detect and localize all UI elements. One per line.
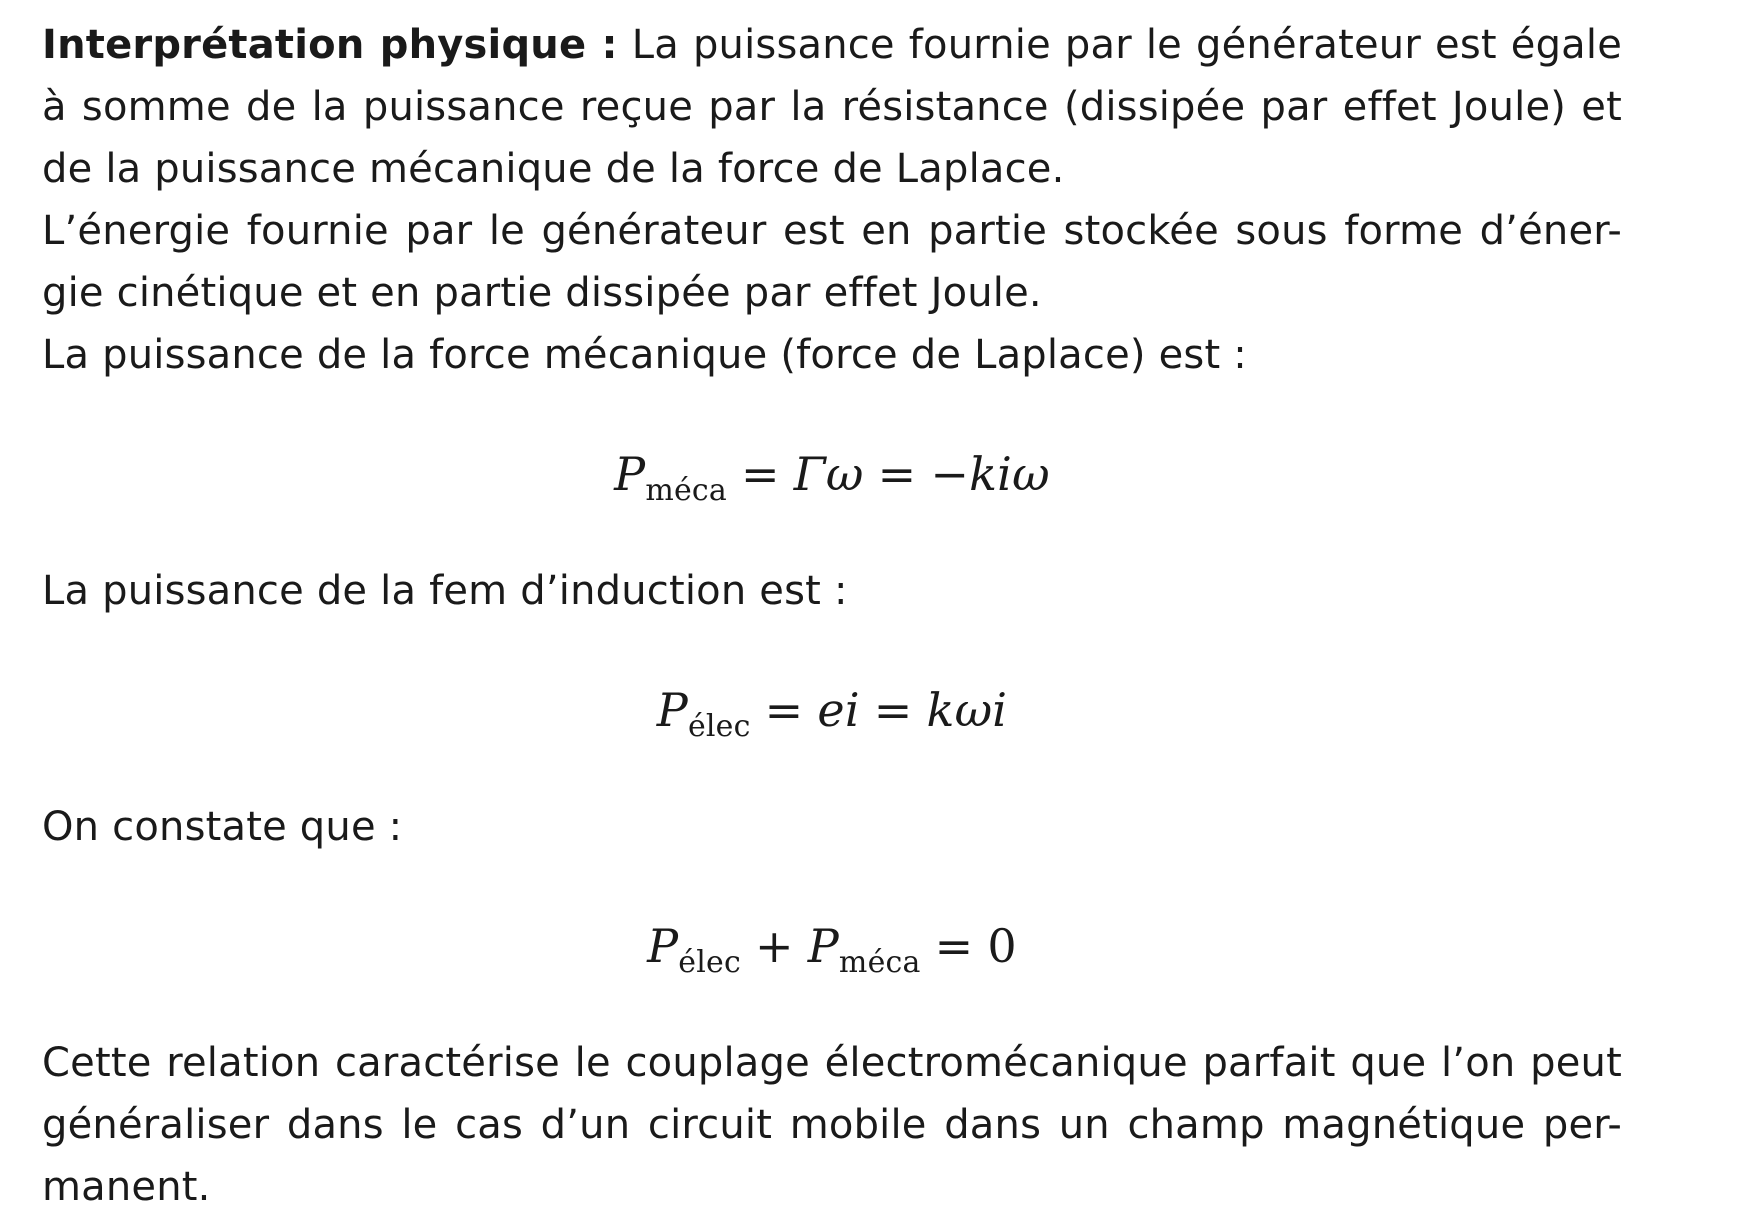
eq3-term1-subscript: élec [678, 945, 742, 980]
paragraph-conclusion-line-3: manent. [42, 1164, 211, 1210]
eq1-lhs-subscript: méca [645, 473, 728, 508]
paragraph-conclusion-line-1: Cette relation caractérise le couplage électromécanique parfait que l’on peut [42, 1040, 1622, 1086]
document-page [42, 14, 1622, 1218]
paragraph-interpretation-line-1 [42, 14, 1622, 76]
paragraph-interpretation-line-2: à somme de la puissance reçue par la résistance (dissipée par effet Joule) et [42, 84, 1622, 130]
eq2-lhs-symbol: P [656, 683, 688, 737]
interpretation-text: La puissance fournie par le générateur est égale [617, 22, 1622, 68]
eq2-middle: ei [817, 683, 860, 737]
eq1-equals-1: = [741, 447, 780, 501]
eq1-rhs: −kiω [930, 447, 1050, 501]
eq2-equals-2: = [873, 683, 913, 737]
paragraph-energy-line-1: L’énergie fournie par le générateur est en partie stockée sous forme d’éner- [42, 208, 1622, 254]
paragraph-observation: On constate que : [42, 804, 403, 850]
eq2-equals-1: = [764, 683, 804, 737]
paragraph-energy-line-2: gie cinétique et en partie dissipée par effet Joule. [42, 270, 1042, 316]
eq1-equals-2: = [877, 447, 917, 501]
equation-electrical-power [42, 652, 1622, 768]
eq2-lhs-subscript: élec [687, 709, 751, 744]
paragraph-conclusion-line-2: généraliser dans le cas d’un circuit mobile dans un champ magnétique per- [42, 1102, 1622, 1148]
paragraph-induction-power: La puissance de la fem d’induction est : [42, 568, 848, 614]
paragraph-interpretation-line-3: de la puissance mécanique de la force de Laplace. [42, 146, 1065, 192]
eq3-term2-symbol: P [807, 919, 839, 973]
eq3-term1-symbol: P [647, 919, 679, 973]
eq3-equals: = [934, 919, 974, 973]
equation-mechanical-power [42, 416, 1622, 532]
eq3-plus: + [755, 919, 794, 973]
eq1-lhs-symbol: P [614, 447, 646, 501]
equation-power-balance [42, 888, 1622, 1004]
eq3-term2-subscript: méca [838, 945, 921, 980]
paragraph-laplace-power: La puissance de la force mécanique (force de Laplace) est : [42, 332, 1247, 378]
interpretation-heading: Interprétation physique : [42, 22, 618, 68]
eq3-rhs: 0 [987, 919, 1017, 973]
eq1-middle: Γω [793, 447, 864, 501]
eq2-rhs: kωi [926, 683, 1008, 737]
